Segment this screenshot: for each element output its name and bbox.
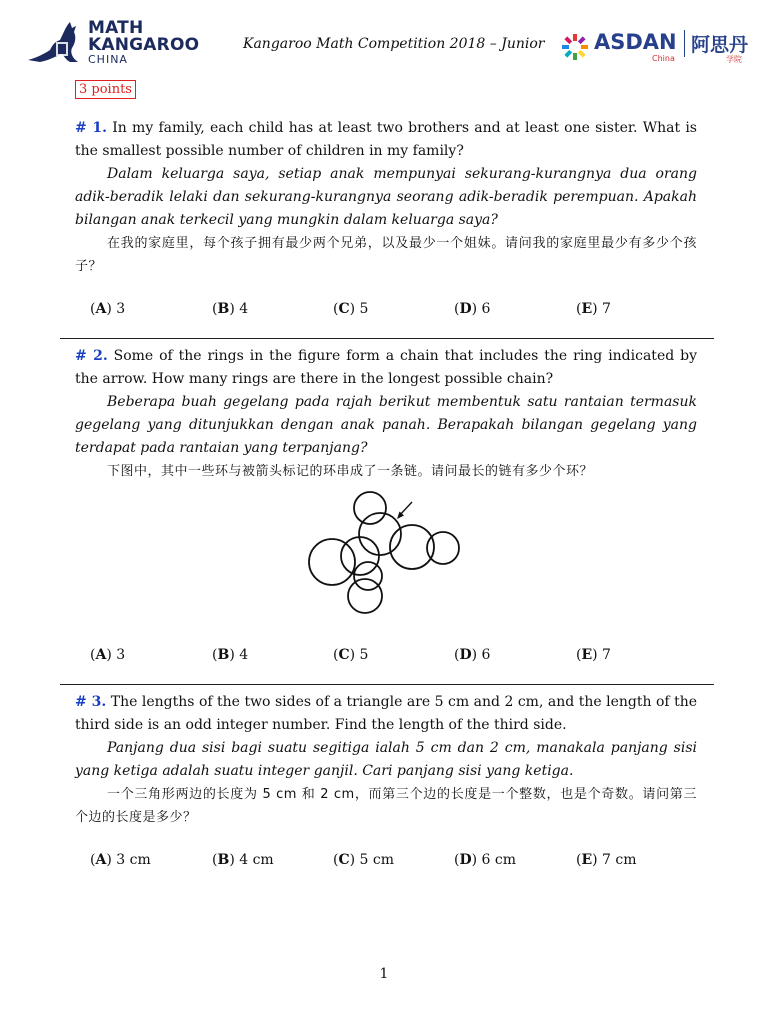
question-3-number: # 3. (75, 694, 107, 710)
option-letter: C (338, 647, 350, 663)
logo-line-math: MATH (88, 18, 144, 38)
question-1-malay: Dalam keluarga saya, setiap anak mempunyai sekurang-kurangnya dua orang adik-beradik lelaki dan sekurang-kurangnya seorang adik-beradik perempuan. Apakah bilangan anak terkecil yang mungkin dalam keluarga saya? (75, 166, 697, 228)
option-text: 7 (597, 301, 611, 317)
page-number: 1 (379, 966, 389, 982)
logo-line-kangaroo: KANGAROO (88, 35, 200, 55)
option-text: 6 (477, 647, 491, 663)
arrow-icon (397, 502, 412, 519)
ring-top (354, 492, 386, 524)
question-3 (75, 691, 697, 829)
q1-option-a[interactable]: (A) 3 (90, 301, 126, 317)
asdan-logo (560, 30, 750, 64)
points-section-label: 3 points (75, 80, 136, 99)
option-text: 3 (111, 647, 126, 663)
question-1-number: # 1. (75, 120, 108, 136)
asdan-subtitle-xueyuan: 学院 (726, 55, 742, 64)
option-letter: E (581, 647, 593, 663)
option-text: 5 (355, 301, 369, 317)
asdan-chinese-wordmark: 阿思丹 (684, 30, 748, 57)
logo-line-china: CHINA (88, 53, 128, 66)
option-letter: D (459, 647, 472, 663)
q2-option-d[interactable]: (D) 6 (454, 647, 491, 663)
question-2-options (90, 647, 710, 667)
kangaroo-icon (26, 20, 86, 66)
q1-option-b[interactable]: (B) 4 (212, 301, 249, 317)
option-letter: A (95, 852, 107, 868)
ring-bottom (348, 579, 382, 613)
question-3-options (90, 852, 710, 872)
question-3-english (75, 691, 697, 737)
math-kangaroo-logo (26, 18, 200, 66)
q1-option-d[interactable]: (D) 6 (454, 301, 491, 317)
option-letter: C (338, 852, 350, 868)
q3-option-d[interactable]: (D) 6 cm (454, 852, 517, 868)
option-text: 7 cm (597, 852, 637, 868)
question-2-english (75, 345, 697, 391)
question-3-chinese: 一个三角形两边的长度为 5 cm 和 2 cm，而第三个边的长度是一个整数，也是个奇数。请问第三个边的长度是多少？ (75, 787, 697, 825)
option-letter: E (581, 301, 593, 317)
q1-option-e[interactable]: (E) 7 (576, 301, 611, 317)
option-text: 3 (111, 301, 126, 317)
option-text: 4 (234, 647, 249, 663)
q3-option-e[interactable]: (E) 7 cm (576, 852, 637, 868)
q3-option-b[interactable]: (B) 4 cm (212, 852, 274, 868)
question-3-malay: Panjang dua sisi bagi suatu segitiga ialah 5 cm dan 2 cm, manakala panjang sisi yang ketiga adalah suatu integer ganjil. Cari panjang sisi yang ketiga. (75, 740, 697, 779)
q1-option-c[interactable]: (C) 5 (333, 301, 369, 317)
option-text: 7 (597, 647, 611, 663)
question-2-en-text: Some of the rings in the figure form a chain that includes the ring indicated by the arrow. How many rings are there in the longest possible chain? (75, 348, 697, 387)
q2-option-c[interactable]: (C) 5 (333, 647, 369, 663)
page-header (0, 0, 768, 80)
q2-option-b[interactable]: (B) 4 (212, 647, 249, 663)
option-text: 4 (234, 301, 249, 317)
question-1-en-text: In my family, each child has at least two brothers and at least one sister. What is the smallest possible number of children in my family? (75, 120, 697, 159)
option-text: 3 cm (111, 852, 151, 868)
option-letter: E (581, 852, 593, 868)
option-letter: A (95, 301, 107, 317)
option-letter: B (217, 852, 230, 868)
question-1-chinese: 在我的家庭里，每个孩子拥有最少两个兄弟，以及最少一个姐妹。请问我的家庭里最少有多少个孩子？ (75, 236, 697, 274)
q2-option-a[interactable]: (A) 3 (90, 647, 126, 663)
option-letter: B (217, 301, 230, 317)
option-text: 5 cm (355, 852, 395, 868)
option-letter: B (217, 647, 230, 663)
q2-option-e[interactable]: (E) 7 (576, 647, 611, 663)
option-letter: D (459, 301, 472, 317)
math-kangaroo-wordmark (88, 20, 199, 66)
question-2-number: # 2. (75, 348, 108, 364)
question-1 (75, 117, 697, 278)
asdan-wordmark: ASDAN (594, 30, 677, 54)
rings-figure (300, 488, 470, 618)
option-text: 4 cm (234, 852, 274, 868)
option-letter: C (338, 301, 350, 317)
asdan-subtitle-china: China (652, 54, 675, 63)
question-1-options (90, 301, 710, 321)
option-text: 6 cm (477, 852, 517, 868)
ring-left-large (309, 539, 355, 585)
question-divider (60, 684, 714, 685)
option-letter: D (459, 852, 472, 868)
question-1-english (75, 117, 697, 163)
question-2-malay: Beberapa buah gegelang pada rajah berikut membentuk satu rantaian termasuk gegelang yang ditunjukkan dengan anak panah. Berapakah bilangan gegelang yang terdapat pada rantaian yang terpanjang? (75, 394, 697, 456)
q3-option-a[interactable]: (A) 3 cm (90, 852, 151, 868)
page-title: Kangaroo Math Competition 2018 – Junior (243, 36, 545, 52)
option-text: 6 (477, 301, 491, 317)
question-3-en-text: The lengths of the two sides of a triangle are 5 cm and 2 cm, and the length of the third side is an odd integer number. Find the length of the third side. (75, 694, 698, 733)
question-2 (75, 345, 697, 483)
question-2-chinese: 下图中，其中一些环与被箭头标记的环串成了一条链。请问最长的链有多少个环？ (107, 464, 594, 479)
question-divider (60, 338, 714, 339)
asdan-burst-icon (560, 32, 590, 62)
option-letter: A (95, 647, 107, 663)
option-text: 5 (355, 647, 369, 663)
q3-option-c[interactable]: (C) 5 cm (333, 852, 395, 868)
ring-far-right (427, 532, 459, 564)
